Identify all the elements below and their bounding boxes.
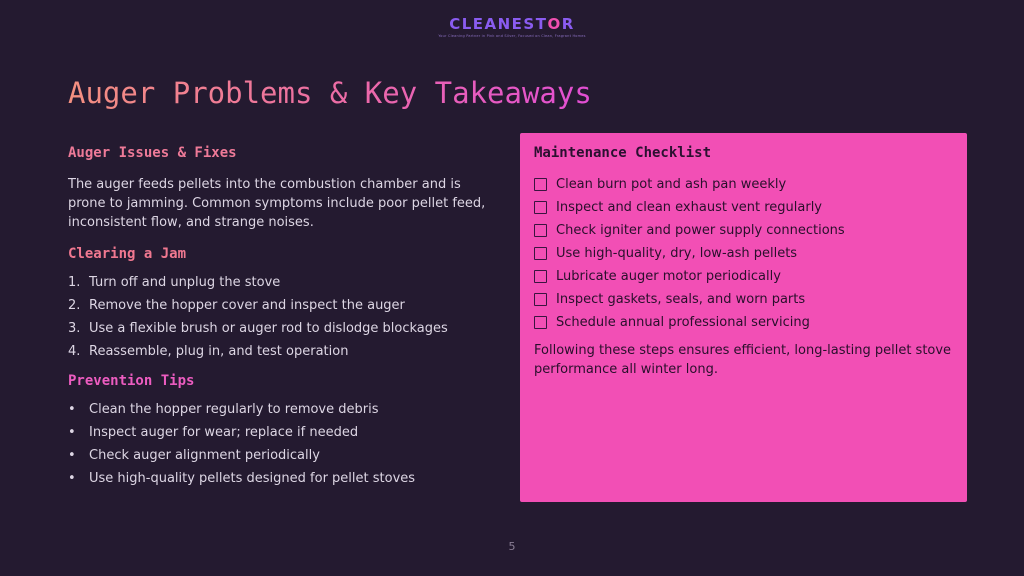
jam-steps-list [68,271,498,363]
step-number: 1. [68,275,81,290]
checklist-item-text: Check igniter and power supply connections [556,223,845,238]
tip-text: Check auger alignment periodically [89,448,320,463]
prevention-heading: Prevention Tips [68,373,195,389]
checklist-title: Maintenance Checklist [534,145,712,161]
checklist-item-text: Schedule annual professional servicing [556,315,810,330]
jam-step-item [68,340,498,363]
checklist-item-text: Inspect and clean exhaust vent regularly [556,200,823,215]
checklist-item-text: Lubricate auger motor periodically [556,269,781,284]
issues-paragraph: The auger feeds pellets into the combustion chamber and is prone to jamming. Common symptoms include poor pellet feed, inconsistent flow, and strange noises. [68,177,486,230]
tip-text: Use high-quality pellets designed for pellet stoves [89,471,416,486]
checklist-items [534,173,953,334]
step-number: 3. [68,321,81,336]
bullet-icon: • [68,425,76,440]
step-text: Turn off and unplug the stove [89,275,281,290]
checklist-item[interactable] [534,311,953,334]
maintenance-checklist-card [520,133,967,502]
issues-heading: Auger Issues & Fixes [68,145,237,161]
brand-logo [0,15,1024,38]
slide-title: Auger Problems & Key Takeaways [68,76,592,110]
prevention-tip-item [68,398,498,421]
checklist-item-text: Use high-quality, dry, low-ash pellets [556,246,798,261]
prevention-tip-item [68,467,498,490]
tip-text: Inspect auger for wear; replace if needed [89,425,359,440]
prevention-tip-item [68,421,498,444]
jam-step-item [68,294,498,317]
logo-text-o: O [547,15,562,33]
logo-text-suffix: R [561,15,575,33]
checklist-item[interactable] [534,288,953,311]
logo-tagline: Your Cleaning Partner in Pink and Silver, Focused on Clean, Fragrant Homes [438,34,586,38]
bullet-icon: • [68,448,76,463]
step-text: Use a flexible brush or auger rod to dislodge blockages [89,321,448,336]
prevention-tips-list [68,398,498,490]
step-number: 4. [68,344,81,359]
jam-step-item [68,317,498,340]
logo-text-prefix: CLEANEST [449,15,548,33]
checklist-item-text: Inspect gaskets, seals, and worn parts [556,292,806,307]
checklist-item[interactable] [534,196,953,219]
checklist-item[interactable] [534,265,953,288]
left-column [68,145,498,490]
checkbox-icon[interactable] [534,293,547,306]
checkbox-icon[interactable] [534,270,547,283]
checkbox-icon[interactable] [534,178,547,191]
checklist-item[interactable] [534,242,953,265]
checklist-item[interactable] [534,173,953,196]
page-number: 5 [508,540,516,553]
jam-heading: Clearing a Jam [68,246,187,262]
step-text: Remove the hopper cover and inspect the auger [89,298,405,313]
checklist-note: Following these steps ensures efficient, long-lasting pellet stove performance all winter long. [534,343,952,377]
tip-text: Clean the hopper regularly to remove debris [89,402,379,417]
checklist-item-text: Clean burn pot and ash pan weekly [556,177,787,192]
bullet-icon: • [68,471,76,486]
step-number: 2. [68,298,81,313]
checkbox-icon[interactable] [534,224,547,237]
step-text: Reassemble, plug in, and test operation [89,344,349,359]
prevention-tip-item [68,444,498,467]
checkbox-icon[interactable] [534,316,547,329]
bullet-icon: • [68,402,76,417]
logo-wordmark [0,15,1024,33]
checklist-item[interactable] [534,219,953,242]
checkbox-icon[interactable] [534,201,547,214]
checkbox-icon[interactable] [534,247,547,260]
jam-step-item [68,271,498,294]
